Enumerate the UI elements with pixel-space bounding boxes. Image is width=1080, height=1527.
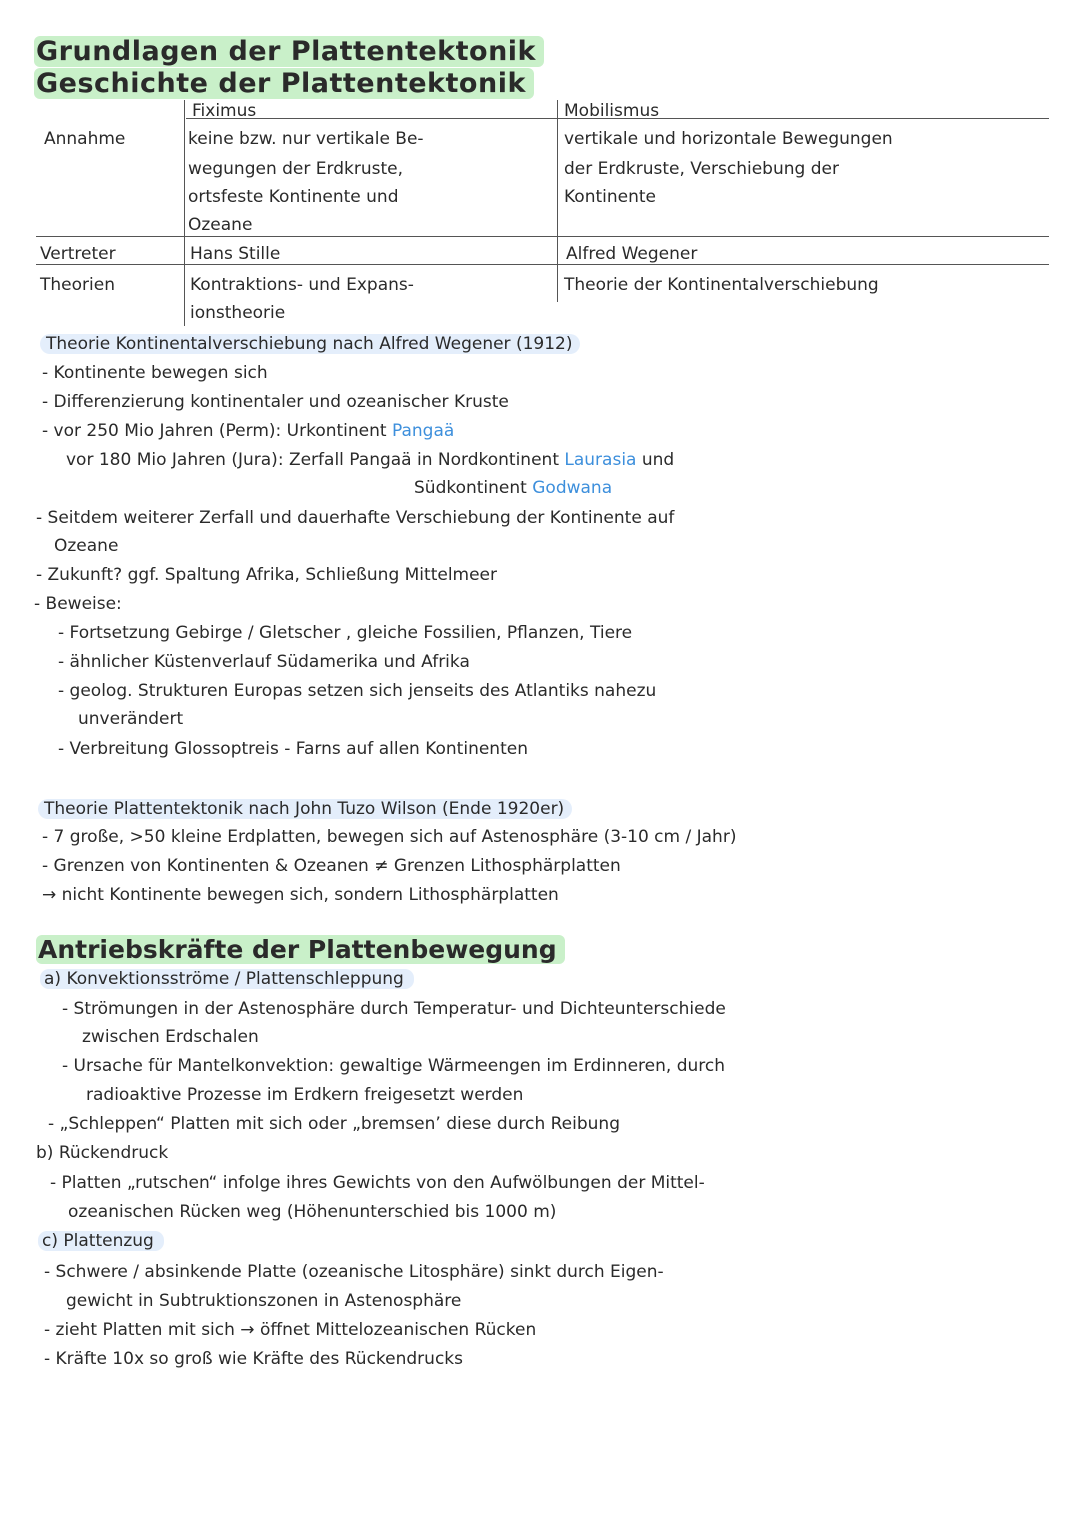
list-item: - ähnlicher Küstenverlauf Südamerika und Afrika — [58, 652, 470, 672]
list-item: - Zukunft? ggf. Spaltung Afrika, Schließung Mittelmeer — [36, 565, 498, 585]
list-item: → nicht Kontinente bewegen sich, sondern Lithosphärplatten — [42, 885, 559, 905]
cell-fix-annahme: wegungen der Erdkruste, — [188, 159, 403, 179]
col-header-mobilismus: Mobilismus — [564, 101, 660, 121]
cell-mob-vertreter: Alfred Wegener — [566, 244, 698, 264]
list-item: - Grenzen von Kontinenten & Ozeanen ≠ Grenzen Lithosphärplatten — [42, 856, 621, 876]
term-pangaea: Pangaä — [391, 421, 455, 441]
list-item: - Beweise: — [34, 594, 122, 614]
row-label-vertreter: Vertreter — [40, 244, 116, 264]
list-item: - Strömungen in der Astenosphäre durch Temperatur- und Dichteunterschiede — [62, 999, 726, 1019]
list-item: - Schwere / absinkende Platte (ozeanische Litosphäre) sinkt durch Eigen- — [44, 1262, 664, 1282]
row-label-theorien: Theorien — [40, 275, 115, 295]
term-godwana: Godwana — [532, 478, 613, 498]
table-line — [36, 236, 1049, 237]
subheading-a: a) Konvektionsströme / Plattenschleppung — [40, 968, 414, 990]
list-item: - zieht Platten mit sich → öffnet Mittelozeanischen Rücken — [44, 1320, 537, 1340]
list-item: - 7 große, >50 kleine Erdplatten, bewegen sich auf Astenosphäre (3-10 cm / Jahr) — [42, 827, 737, 847]
table-line — [557, 100, 558, 302]
list-item: - geolog. Strukturen Europas setzen sich jenseits des Atlantiks nahezu — [58, 681, 657, 701]
list-item: unverändert — [78, 709, 184, 729]
table-line — [36, 264, 1049, 265]
title-main: Grundlagen der Plattentektonik — [34, 36, 544, 68]
list-item: - „Schleppen“ Platten mit sich oder „bremsen’ diese durch Reibung — [48, 1114, 620, 1134]
list-item: zwischen Erdschalen — [82, 1027, 259, 1047]
subheading-b: b) Rückendruck — [36, 1143, 169, 1163]
cell-mob-annahme: vertikale und horizontale Bewegungen — [564, 129, 893, 149]
col-header-fiximus: Fiximus — [192, 101, 257, 121]
cell-mob-annahme: Kontinente — [564, 187, 656, 207]
cell-mob-theorien: Theorie der Kontinentalverschiebung — [564, 275, 879, 295]
list-item: radioaktive Prozesse im Erdkern freigesetzt werden — [86, 1085, 524, 1105]
cell-fix-annahme: keine bzw. nur vertikale Be- — [188, 129, 424, 149]
section-heading-wegener: Theorie Kontinentalverschiebung nach Alfred Wegener (1912) — [40, 332, 580, 356]
list-item: - Fortsetzung Gebirge / Gletscher , gleiche Fossilien, Pflanzen, Tiere — [58, 623, 633, 643]
table-line — [184, 100, 185, 326]
list-item: - Verbreitung Glossoptreis - Farns auf allen Kontinenten — [58, 739, 528, 759]
list-item: - vor 250 Mio Jahren (Perm): Urkontinent Pangaä — [42, 421, 455, 441]
list-item: Ozeane — [54, 536, 119, 556]
cell-fix-annahme: Ozeane — [188, 215, 253, 235]
list-item: - Ursache für Mantelkonvektion: gewaltige Wärmeengen im Erdinneren, durch — [62, 1056, 726, 1076]
cell-fix-vertreter: Hans Stille — [190, 244, 281, 264]
row-label-annahme: Annahme — [44, 129, 126, 149]
cell-fix-theorien: ionstheorie — [190, 303, 286, 323]
section-heading-wilson: Theorie Plattentektonik nach John Tuzo Wilson (Ende 1920er) — [38, 797, 572, 821]
list-item: - Differenzierung kontinentaler und ozeanischer Kruste — [42, 392, 509, 412]
section-heading-antrieb: Antriebskräfte der Plattenbewegung — [36, 934, 565, 966]
term-laurasia: Laurasia — [564, 450, 637, 470]
list-item: - Seitdem weiterer Zerfall und dauerhafte Verschiebung der Kontinente auf — [36, 508, 675, 528]
list-item: gewicht in Subtruktionszonen in Astenosphäre — [66, 1291, 462, 1311]
list-item: ozeanischen Rücken weg (Höhenunterschied bis 1000 m) — [68, 1202, 557, 1222]
list-item: Südkontinent Godwana — [414, 478, 613, 498]
list-item: vor 180 Mio Jahren (Jura): Zerfall Pangaä in Nordkontinent Laurasia und — [66, 450, 675, 470]
list-item: - Kräfte 10x so groß wie Kräfte des Rückendrucks — [44, 1349, 463, 1369]
cell-fix-annahme: ortsfeste Kontinente und — [188, 187, 399, 207]
list-item: - Kontinente bewegen sich — [42, 363, 268, 383]
title-history: Geschichte der Plattentektonik — [34, 68, 534, 100]
subheading-c: c) Plattenzug — [38, 1230, 164, 1252]
cell-mob-annahme: der Erdkruste, Verschiebung der — [564, 159, 839, 179]
cell-fix-theorien: Kontraktions- und Expans- — [190, 275, 414, 295]
list-item: - Platten „rutschen“ infolge ihres Gewichts von den Aufwölbungen der Mittel- — [50, 1173, 705, 1193]
